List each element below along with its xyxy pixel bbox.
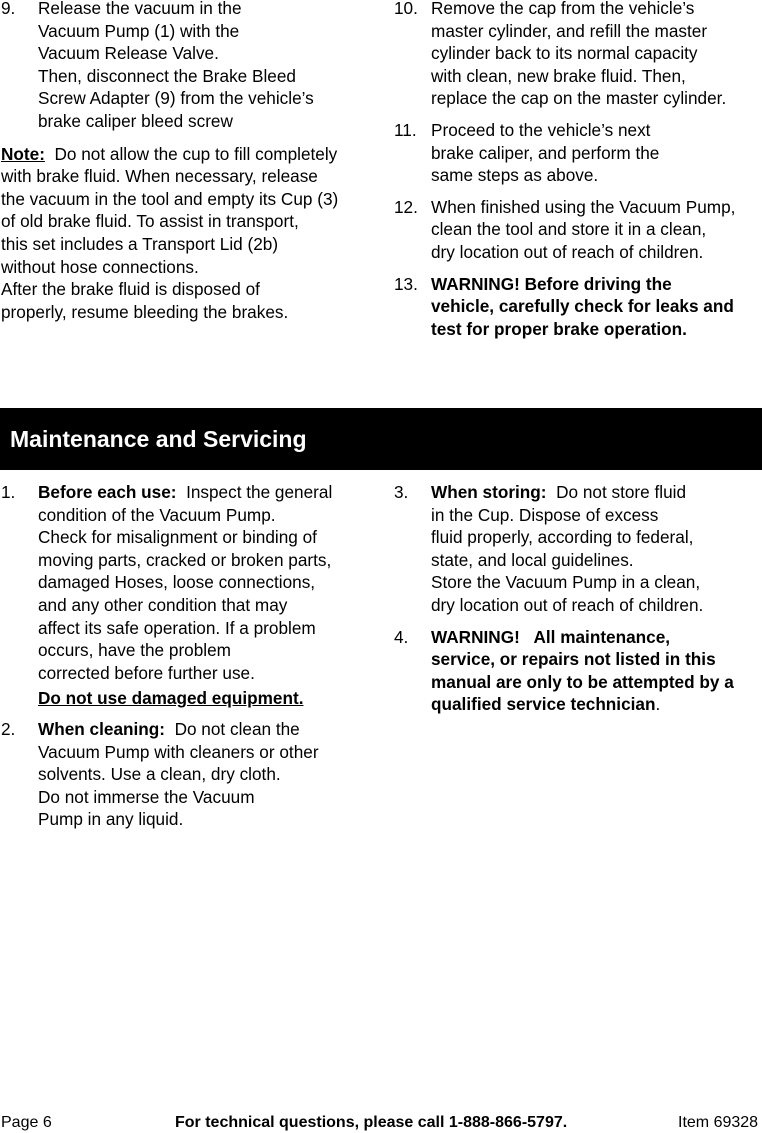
note-text: Do not allow the cup to fill completely xyxy=(44,143,338,164)
item-text-line: dry location out of reach of children. xyxy=(431,594,704,615)
item-text: Inspect the general xyxy=(176,482,333,502)
item-number: 2. xyxy=(1,718,16,739)
note-first-line xyxy=(1,143,373,166)
item-text-line: fluid properly, according to federal, xyxy=(431,527,694,548)
item-label: When storing: xyxy=(431,482,547,502)
item-text-line: damaged Hoses, loose connections, xyxy=(38,572,316,593)
item-number: 1. xyxy=(1,482,16,502)
step-number: 9. xyxy=(1,0,16,18)
note-text-line: with brake fluid. When necessary, release xyxy=(1,166,318,187)
note-text-line: without hose connections. xyxy=(1,256,199,277)
step-number: 13. xyxy=(394,273,418,294)
warning-text-line: vehicle, carefully check for leaks and xyxy=(431,296,734,317)
step-12 xyxy=(394,196,762,264)
step-text-line: master cylinder, and refill the master xyxy=(431,20,708,41)
step-text-line: brake caliper bleed screw xyxy=(38,110,233,131)
step-text-line: Vacuum Release Valve. xyxy=(38,43,219,64)
item-first-line xyxy=(38,718,373,741)
top-left-column xyxy=(1,0,373,323)
step-text-line: with clean, new brake fluid. Then, xyxy=(431,65,686,86)
step-11 xyxy=(394,119,762,187)
item-text-line: Vacuum Pump with cleaners or other xyxy=(38,741,319,762)
maintenance-right-column xyxy=(394,481,762,716)
item-text-line: and any other condition that may xyxy=(38,594,288,615)
item-number: 3. xyxy=(394,482,409,502)
note-text-line: of old brake fluid. To assist in transport, xyxy=(1,211,299,232)
step-number: 11. xyxy=(394,119,417,140)
step-text-line: When finished using the Vacuum Pump, xyxy=(431,196,736,217)
step-text-line: Screw Adapter (9) from the vehicle’s xyxy=(38,88,314,109)
note-text-line: this set includes a Transport Lid (2b) xyxy=(1,233,279,254)
item-label: Before each use: xyxy=(38,482,177,502)
step-text-line: Release the vacuum in the xyxy=(38,0,242,18)
item-text-line: in the Cup. Dispose of excess xyxy=(431,504,659,525)
item-number-footer: Item 69328 xyxy=(678,1114,759,1131)
section-banner xyxy=(0,408,762,470)
item-text-line: affect its safe operation. If a problem xyxy=(38,617,316,638)
step-9 xyxy=(1,0,373,133)
item-first-line xyxy=(38,481,373,504)
step-text-line: Remove the cap from the vehicle’s xyxy=(431,0,695,18)
note-block xyxy=(1,143,373,324)
step-13-warning xyxy=(394,273,762,341)
step-text-line: replace the cap on the master cylinder. xyxy=(431,88,727,109)
note-text-line: properly, resume bleeding the brakes. xyxy=(1,301,289,322)
note-text-line: After the brake fluid is disposed of xyxy=(1,279,260,300)
note-label: Note: xyxy=(1,143,45,164)
step-text-line: Proceed to the vehicle’s next xyxy=(431,119,651,140)
warning-text: qualified service technician xyxy=(431,694,656,715)
step-text-line: clean the tool and store it in a clean, xyxy=(431,219,707,240)
item-text-line: state, and local guidelines. xyxy=(431,549,634,570)
top-right-column xyxy=(394,0,762,340)
step-number: 10. xyxy=(394,0,418,18)
warning-text-line: service, or repairs not listed in this xyxy=(431,649,716,670)
damaged-equipment-warning: Do not use damaged equipment. xyxy=(38,688,304,709)
item-text: Do not store fluid xyxy=(546,482,687,502)
step-text-line: Then, disconnect the Brake Bleed xyxy=(38,65,296,86)
warning-period: . xyxy=(655,694,661,715)
step-text-line: dry location out of reach of children. xyxy=(431,241,704,262)
item-text-line: condition of the Vacuum Pump. xyxy=(38,504,276,525)
step-number: 12. xyxy=(394,196,418,217)
item-text-line: corrected before further use. xyxy=(38,662,255,683)
item-text-line: Store the Vacuum Pump in a clean, xyxy=(431,572,701,593)
warning-text-line: test for proper brake operation. xyxy=(431,318,687,339)
item-first-line xyxy=(431,481,762,504)
maintenance-item-1 xyxy=(1,481,373,710)
note-text-line: the vacuum in the tool and empty its Cup (3) xyxy=(1,188,339,209)
maintenance-item-2 xyxy=(1,718,373,831)
warning-text-line: manual are only to be attempted by a xyxy=(431,671,734,692)
maintenance-item-4-warning xyxy=(394,626,762,716)
item-text-line: occurs, have the problem xyxy=(38,640,231,661)
item-text-line: Pump in any liquid. xyxy=(38,809,184,830)
step-text-line: cylinder back to its normal capacity xyxy=(431,43,698,64)
item-text-line: moving parts, cracked or broken parts, xyxy=(38,549,332,570)
section-title: Maintenance and Servicing xyxy=(10,426,307,452)
warning-last-line xyxy=(431,693,762,716)
item-number: 4. xyxy=(394,626,409,647)
item-text-line: solvents. Use a clean, dry cloth. xyxy=(38,764,281,785)
warning-text-line: WARNING! Before driving the xyxy=(431,273,672,294)
step-text-line: Vacuum Pump (1) with the xyxy=(38,20,240,41)
step-text-line: brake caliper, and perform the xyxy=(431,142,660,163)
item-text-line: Check for misalignment or binding of xyxy=(38,527,317,548)
item-label: When cleaning: xyxy=(38,718,166,739)
step-10 xyxy=(394,0,762,110)
maintenance-left-column xyxy=(1,481,373,831)
maintenance-item-3 xyxy=(394,481,762,617)
item-text: Do not clean the xyxy=(165,718,300,739)
item-text-line: Do not immerse the Vacuum xyxy=(38,786,255,807)
page-number: Page 6 xyxy=(1,1114,52,1131)
warning-text-line: WARNING! All maintenance, xyxy=(431,626,671,647)
step-text-line: same steps as above. xyxy=(431,165,599,186)
technical-support-phone: For technical questions, please call 1-888-866-5797. xyxy=(175,1114,568,1131)
